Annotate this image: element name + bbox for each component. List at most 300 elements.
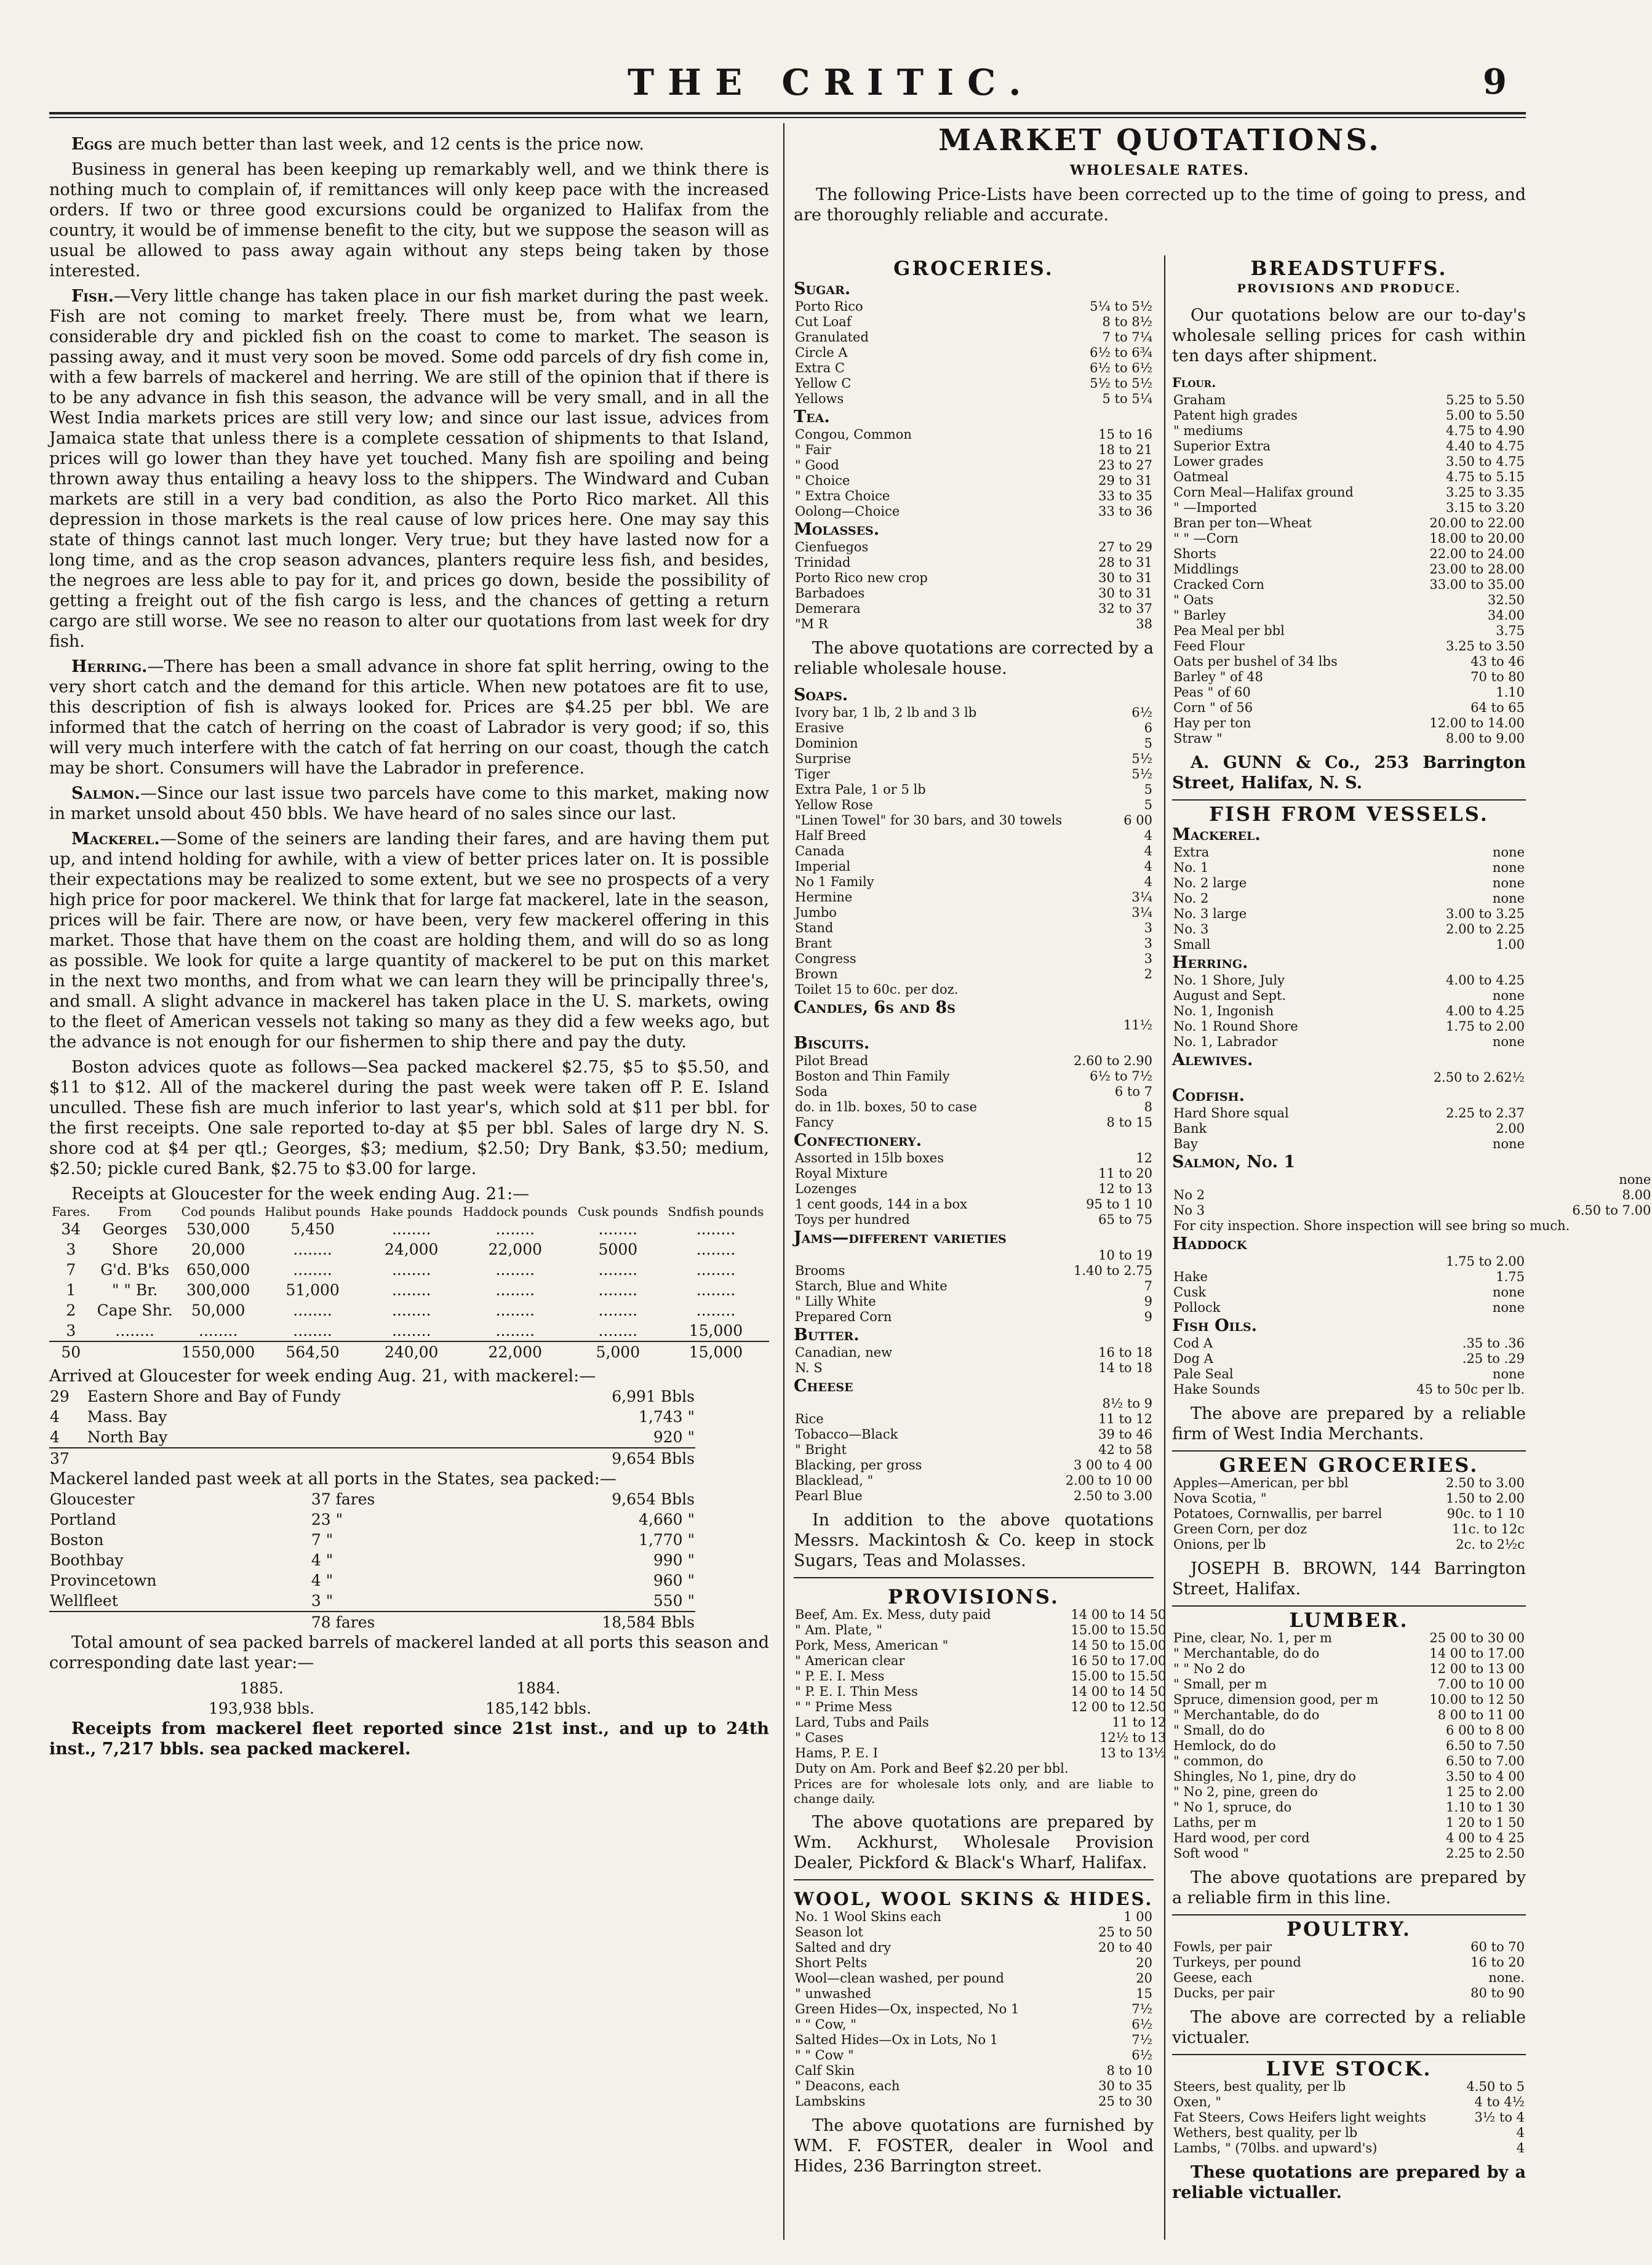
item-name: " Barley <box>1173 608 1226 623</box>
year-a-value: 193,938 bbls. <box>208 1700 315 1717</box>
receipts-total-cell: 50 <box>49 1341 93 1362</box>
price-category: Salmon, No. 1 <box>1172 1152 1296 1172</box>
item-name: Wethers, best quality, per lb <box>1173 2125 1358 2140</box>
item-price: 6.50 to 7.00 <box>1446 1754 1525 1768</box>
item-name: " American clear <box>795 1653 905 1668</box>
item-price: .35 to .36 <box>1462 1336 1525 1351</box>
receipts-cell: ........ <box>293 1240 332 1258</box>
fish-list <box>1172 825 1651 1397</box>
item-price: 5½ <box>1131 767 1152 781</box>
item-price: 6½ <box>1131 2017 1152 2032</box>
price-row <box>1172 2110 1526 2125</box>
item-price: 20 <box>1136 1971 1152 1986</box>
price-row <box>794 1053 1154 1069</box>
item-price: 1.50 to 2.00 <box>1446 1491 1525 1506</box>
item-price: 9 <box>1144 1294 1152 1309</box>
item-price: 1.40 to 2.75 <box>1074 1263 1152 1278</box>
item-name: " " No 2 do <box>1173 1661 1245 1676</box>
item-name: Cod A <box>1173 1336 1213 1351</box>
price-row <box>794 427 1154 442</box>
price-row <box>1172 669 1526 685</box>
item-price: 8 to 15 <box>1106 1115 1152 1130</box>
item-name: " Fair <box>795 442 831 457</box>
arrived-cell: 4 <box>50 1408 60 1426</box>
receipts-cell: Shore <box>111 1240 158 1258</box>
landed-total-cell: 78 fares <box>311 1612 468 1632</box>
item-name: Oolong—Choice <box>795 504 900 519</box>
item-price: 60 to 70 <box>1470 1939 1525 1954</box>
item-name: " Extra Choice <box>795 489 890 503</box>
item-name: Barley " of 48 <box>1173 669 1263 684</box>
landed-cell: 37 fares <box>311 1490 375 1508</box>
price-row <box>1172 731 1526 746</box>
receipts-cell: ........ <box>115 1322 154 1340</box>
item-price: 4 <box>1516 2141 1525 2155</box>
item-price: 18.00 to 20.00 <box>1429 531 1525 546</box>
item-price: 7 to 7¼ <box>1102 330 1152 345</box>
item-name: Wool—clean washed, per pound <box>795 1971 1004 1986</box>
landed-cell: 23 " <box>311 1511 343 1528</box>
price-row <box>1172 1004 1526 1019</box>
item-name <box>1172 1172 1571 1188</box>
price-row <box>794 1458 1154 1473</box>
price-row <box>794 797 1154 813</box>
arrived-total-cell <box>87 1448 545 1469</box>
price-row <box>794 874 1154 890</box>
item-price: 6 00 to 8 00 <box>1446 1723 1525 1738</box>
item-name: " Good <box>795 458 839 473</box>
item-name: Cusk <box>1173 1285 1207 1300</box>
price-row <box>794 1669 1167 1684</box>
item-price: 7½ <box>1131 2002 1152 2016</box>
item-name: Beef, Am. Ex. Mess, duty paid <box>795 1607 991 1622</box>
item-name: Royal Mixture <box>795 1166 888 1181</box>
price-row <box>794 2063 1154 2079</box>
price-row <box>1172 1172 1652 1188</box>
price-row <box>1172 639 1526 654</box>
paragraph-text: Business in general has been keeping up remarkably well, and we think there is nothing much to complain of, if remittances will only keep pace with the increased orders. If two or three good excursions could be organized to Halifax from the country, it would be of immense benefit to the city, but we suppose the season will as usual be allowed to pass away again without any steps being taken by those interested. <box>49 160 769 281</box>
price-category: Tea. <box>794 407 830 426</box>
receipts-row <box>49 1300 769 1320</box>
item-name: Oats per bushel of 34 lbs <box>1173 654 1338 669</box>
livestock-note: These quotations are prepared by a reliable victualler. <box>1172 2163 1526 2202</box>
price-row <box>1172 1646 1526 1661</box>
item-price: 42 to 58 <box>1098 1442 1152 1457</box>
price-row <box>1172 485 1526 500</box>
receipts-cell: G'd. B'ks <box>100 1261 170 1279</box>
item-name: Porto Rico new crop <box>795 570 928 585</box>
item-name: Dog A <box>1173 1351 1213 1366</box>
item-name: Extra C <box>795 361 845 375</box>
receipts-cell: 1 <box>66 1281 76 1299</box>
item-price: 2.50 to 3.00 <box>1446 1476 1525 1490</box>
price-table <box>794 540 1154 632</box>
item-name: Barbadoes <box>795 586 865 601</box>
item-name: Imperial <box>795 859 851 874</box>
price-row <box>1172 577 1526 593</box>
item-price: none <box>1492 845 1525 860</box>
item-price: 3 <box>1144 951 1152 966</box>
price-row <box>1172 654 1526 669</box>
price-row <box>794 1412 1154 1427</box>
price-row <box>1172 1506 1526 1522</box>
item-price: 30 to 35 <box>1098 2079 1152 2093</box>
item-price: 3½ to 4 <box>1474 2110 1525 2125</box>
item-name: " Merchantable, do do <box>1173 1708 1320 1722</box>
item-price: 12 to 13 <box>1098 1181 1152 1196</box>
item-name: For city inspection. Shore inspection will see bring so much. <box>1173 1218 1570 1233</box>
item-name <box>1172 1070 1181 1085</box>
price-row <box>1172 1476 1526 1491</box>
item-price: 16 to 20 <box>1470 1955 1525 1970</box>
price-row <box>1172 1106 1526 1121</box>
item-name: " Am. Plate, " <box>795 1623 883 1637</box>
landed-cell: Gloucester <box>50 1490 135 1508</box>
item-name: Geese, each <box>1173 1970 1253 1985</box>
receipts-cell: ........ <box>598 1322 638 1340</box>
item-price: 1 20 to 1 50 <box>1446 1815 1525 1830</box>
price-row <box>794 2017 1154 2032</box>
item-name: Oatmeal <box>1173 469 1229 484</box>
price-row <box>794 1181 1154 1197</box>
price-row <box>794 721 1154 736</box>
price-row <box>1172 608 1526 623</box>
item-name: Circle A <box>795 345 848 360</box>
item-price: 3.00 to 3.25 <box>1446 906 1525 921</box>
item-price: 6 to 7 <box>1114 1084 1152 1099</box>
price-row <box>1172 393 1526 408</box>
section-rule <box>1172 1605 1526 1607</box>
item-name: Bay <box>1173 1136 1198 1151</box>
price-row <box>1172 1955 1526 1970</box>
item-name: Straw " <box>1173 731 1223 746</box>
item-name: " Small, per m <box>1173 1677 1267 1692</box>
item-price: none <box>1492 1367 1525 1381</box>
price-category: Confectionery. <box>794 1131 922 1150</box>
paragraph-lead: Salmon. <box>71 784 140 803</box>
landed-cell: Portland <box>50 1511 116 1528</box>
price-row <box>1172 973 1526 988</box>
price-row <box>794 504 1154 519</box>
price-row <box>794 844 1154 859</box>
item-price: 14 00 to 17.00 <box>1429 1646 1525 1661</box>
receipts-cell: ........ <box>598 1220 638 1238</box>
price-table <box>794 1345 1154 1376</box>
price-row <box>794 1909 1154 1925</box>
price-row <box>1172 700 1526 716</box>
item-price: 14 00 to 14 50 <box>1071 1684 1167 1699</box>
receipts-table <box>49 1204 769 1362</box>
item-name: Dominion <box>795 736 858 751</box>
landed-row <box>49 1509 695 1530</box>
item-name: Rice <box>795 1412 824 1426</box>
price-row <box>794 391 1154 407</box>
item-price: 4.75 to 5.15 <box>1446 469 1525 484</box>
item-name: Small <box>1173 937 1211 952</box>
item-name: Ducks, per pair <box>1173 1986 1275 2000</box>
item-name: No. 2 <box>1173 891 1209 906</box>
item-price: 8 <box>1144 1100 1152 1114</box>
page-number: 9 <box>1483 62 1507 102</box>
price-row <box>794 1360 1154 1376</box>
item-price: 6 00 <box>1123 813 1152 828</box>
arrived-cell: Mass. Bay <box>87 1408 167 1426</box>
price-row <box>794 1309 1154 1325</box>
item-name: No. 1 Shore, July <box>1173 973 1285 988</box>
item-price: 12½ to 13 <box>1099 1730 1167 1745</box>
item-price: 15 <box>1136 1986 1152 2001</box>
landed-cell: Boothbay <box>50 1551 124 1569</box>
price-row <box>794 1166 1154 1181</box>
price-row <box>1172 1800 1526 1815</box>
item-name: Half Breed <box>795 828 866 843</box>
wool-table <box>794 1909 1154 2109</box>
item-price: 3¼ <box>1131 905 1152 920</box>
receipts-total-cell: 22,000 <box>457 1341 573 1362</box>
item-price: 18 to 21 <box>1098 442 1152 457</box>
groceries-list-1 <box>794 279 1154 632</box>
item-name: Hay per ton <box>1173 716 1251 730</box>
price-row <box>794 828 1154 844</box>
season-total-text: Total amount of sea packed barrels of mackerel landed at all ports this season and corresponding date last year:— <box>49 1633 769 1672</box>
paragraph-text: —Since our last issue two parcels have come to this market, making now in market unsold about 450 bbls. We have heard of no sales since our last. <box>49 784 769 823</box>
price-row <box>794 570 1154 586</box>
price-row <box>1172 891 1526 906</box>
livestock-table <box>1172 2079 1526 2156</box>
receipts-cell: ........ <box>198 1322 238 1340</box>
landed-row <box>49 1530 695 1550</box>
price-row <box>1172 516 1526 531</box>
article-paragraph <box>49 1057 769 1179</box>
middle-column <box>794 257 1167 2183</box>
item-name: Feed Flour <box>1173 639 1245 653</box>
landed-total-cell <box>49 1612 311 1632</box>
item-name: Demerara <box>795 601 861 616</box>
item-name: Duty on Am. Pork and Beef $2.20 per bbl. <box>795 1761 1069 1776</box>
item-price: 39 to 46 <box>1098 1427 1152 1442</box>
item-name: " Cases <box>795 1730 844 1745</box>
price-row <box>794 982 1154 997</box>
item-price: 1.00 <box>1496 937 1525 952</box>
item-price: 11 to 12 <box>1112 1715 1167 1730</box>
receipts-cell: 15,000 <box>688 1322 743 1340</box>
price-row <box>794 473 1154 489</box>
receipts-cell: 51,000 <box>285 1281 340 1299</box>
price-row <box>1172 906 1526 922</box>
item-name: Soda <box>795 1084 828 1099</box>
price-table <box>1172 845 1526 953</box>
wool-note: The above quotations are furnished by WM. F. FOSTER, dealer in Wool and Hides, 236 Barrington street. <box>794 2116 1154 2176</box>
item-name: " Lilly White <box>795 1294 876 1309</box>
item-price: 4.00 to 4.25 <box>1446 973 1525 988</box>
price-row <box>1172 562 1526 577</box>
item-price: 3.75 <box>1496 623 1525 638</box>
item-price: 2.25 to 2.37 <box>1446 1106 1525 1121</box>
item-name: " " Cow, " <box>795 2017 856 2032</box>
item-name: 1 cent goods, 144 in a box <box>795 1197 967 1212</box>
item-name: August and Sept. <box>1173 988 1287 1003</box>
flour-category: Flour. <box>1172 375 1216 390</box>
item-price: 25 to 50 <box>1098 1925 1152 1939</box>
commercial-paragraphs <box>49 134 769 1179</box>
item-name: No. 3 large <box>1173 906 1247 921</box>
item-name: " P. E. I. Thin Mess <box>795 1684 918 1699</box>
item-name: do. in 1lb. boxes, 50 to case <box>795 1100 977 1114</box>
item-name: Season lot <box>795 1925 863 1939</box>
item-name: Starch, Blue and White <box>795 1279 948 1293</box>
price-category: Alewives. <box>1172 1050 1253 1069</box>
section-rule <box>1172 1914 1526 1915</box>
item-name: Tobacco—Black <box>795 1427 898 1442</box>
price-category: Haddock <box>1172 1234 1247 1253</box>
landed-row <box>49 1570 695 1591</box>
price-row <box>794 1623 1167 1638</box>
price-row <box>1172 1738 1526 1754</box>
provisions-note: The above quotations are prepared by Wm. Ackhurst, Wholesale Provision Dealer, Pickford & Black's Wharf, Halifax. <box>794 1813 1154 1872</box>
price-row <box>1172 2125 1526 2141</box>
arrived-cell: North Bay <box>87 1428 168 1446</box>
price-row <box>1172 593 1526 608</box>
item-price: none <box>1492 1285 1525 1300</box>
item-name: Salted Hides—Ox in Lots, No 1 <box>795 2032 999 2047</box>
receipts-cell: ........ <box>391 1281 431 1299</box>
item-price: 3.25 to 3.50 <box>1446 639 1525 653</box>
item-price: 10.00 to 12 50 <box>1429 1692 1525 1707</box>
item-price: 4 00 to 4 25 <box>1446 1831 1525 1845</box>
item-name: Fat Steers, Cows Heifers light weights <box>1173 2110 1426 2125</box>
landed-cell: 960 " <box>653 1572 695 1589</box>
price-row <box>794 1442 1154 1458</box>
price-row <box>794 330 1154 345</box>
item-name: Green Hides—Ox, inspected, No 1 <box>795 2002 1020 2016</box>
item-price: 6½ to 6¾ <box>1090 345 1152 360</box>
price-row <box>794 2002 1154 2017</box>
item-name: " Oats <box>1173 593 1214 607</box>
price-row <box>794 1248 1154 1263</box>
item-name: Potatoes, Cornwallis, per barrel <box>1173 1506 1383 1521</box>
item-name: No 1 Family <box>795 874 874 889</box>
paragraph-lead: Herring. <box>71 657 148 676</box>
price-row <box>794 2032 1154 2048</box>
price-category: Herring. <box>1172 953 1248 972</box>
item-name: N. S <box>795 1360 823 1375</box>
item-name: Corn Meal—Halifax ground <box>1173 485 1354 500</box>
item-price: 25 to 30 <box>1098 2094 1152 2109</box>
receipts-header-cell: From <box>118 1204 152 1219</box>
landed-row <box>49 1489 695 1509</box>
article-paragraph <box>49 829 769 1052</box>
price-category: Jams—different varieties <box>794 1228 1007 1247</box>
price-row <box>794 813 1154 828</box>
price-table <box>794 1396 1154 1504</box>
receipts-cell: 20,000 <box>191 1240 245 1258</box>
item-name: Shingles, No 1, pine, dry do <box>1173 1769 1356 1784</box>
receipts-cell: 7 <box>66 1261 76 1279</box>
price-row <box>794 345 1154 361</box>
item-price: 1.10 to 1 30 <box>1446 1800 1525 1815</box>
item-name: Oxen, " <box>1173 2095 1222 2109</box>
price-row <box>1172 1537 1526 1552</box>
item-price: 6½ to 7½ <box>1090 1069 1152 1084</box>
price-row <box>794 2079 1154 2094</box>
item-price: 2.60 to 2.90 <box>1074 1053 1152 1068</box>
price-row <box>1172 988 1526 1004</box>
item-price: 8 00 to 11 00 <box>1437 1708 1525 1722</box>
item-name: Blacklead, " <box>795 1473 874 1488</box>
price-row <box>794 859 1154 874</box>
provisions-title: PROVISIONS. <box>887 1585 1060 1608</box>
item-name: Cut Loaf <box>795 314 852 329</box>
landed-cell: Provincetown <box>50 1572 157 1589</box>
price-row <box>794 1084 1154 1100</box>
arrived-row <box>49 1407 695 1427</box>
landed-total-cell: 18,584 Bbls <box>468 1612 695 1632</box>
poultry-table <box>1172 1939 1526 2001</box>
item-price <box>1070 1761 1168 1776</box>
arrived-total-row <box>49 1448 695 1469</box>
item-name: Onions, per lb <box>1173 1537 1266 1552</box>
breadstuffs-note: A. GUNN & Co., 253 Barrington Street, Halifax, N. S. <box>1172 753 1526 793</box>
receipts-cell: 22,000 <box>488 1240 543 1258</box>
price-category: Mackerel. <box>1172 825 1261 844</box>
section-rule <box>794 1577 1154 1578</box>
item-price: 5¼ to 5½ <box>1090 299 1152 314</box>
receipts-cell: ........ <box>598 1301 638 1319</box>
price-row <box>1172 1019 1526 1034</box>
price-row <box>1172 1188 1652 1203</box>
item-price: 10 to 19 <box>1098 1248 1152 1263</box>
commercial-column <box>49 134 769 1764</box>
item-name: Yellows <box>795 391 844 406</box>
section-rule <box>1172 2054 1526 2055</box>
item-price: 4.50 to 5 <box>1466 2079 1525 2094</box>
item-name: No. 1 Wool Skins each <box>795 1909 941 1924</box>
receipts-cell: 5000 <box>598 1240 638 1258</box>
paragraph-lead: Mackerel. <box>71 829 160 849</box>
item-name: "M R <box>795 617 828 631</box>
price-row <box>794 1986 1154 2002</box>
item-price: 14 00 to 14 50 <box>1071 1607 1167 1622</box>
receipts-cell: " " Br. <box>111 1281 158 1299</box>
item-name: Peas " of 60 <box>1173 685 1251 700</box>
item-name: " common, do <box>1173 1754 1264 1768</box>
item-name <box>794 1018 820 1033</box>
arrived-cell: 29 <box>50 1388 70 1405</box>
item-price: 3 00 to 4 00 <box>1074 1458 1152 1472</box>
item-price: 3.15 to 3.20 <box>1446 500 1525 515</box>
market-quotations-header <box>794 123 1526 231</box>
item-name: Steers, best quality, per lb <box>1173 2079 1346 2094</box>
receipts-cell: ........ <box>495 1322 535 1340</box>
price-row <box>794 705 1154 721</box>
landed-row <box>49 1550 695 1570</box>
item-name <box>794 1248 1030 1263</box>
price-row <box>794 1345 1154 1360</box>
price-row <box>1172 408 1526 423</box>
price-row <box>794 1279 1154 1294</box>
section-rule <box>794 1879 1154 1880</box>
item-price: 20 to 40 <box>1098 1940 1152 1955</box>
item-price: 11 to 20 <box>1098 1166 1152 1181</box>
item-price: 3.50 to 4 00 <box>1446 1769 1525 1784</box>
item-price: 7 <box>1144 1279 1152 1293</box>
price-table <box>1172 1336 1526 1397</box>
price-row <box>1172 1661 1526 1677</box>
price-row <box>794 314 1154 330</box>
provisions-fine-print: Prices are for wholesale lots only, and are liable to change daily. <box>794 1776 1154 1806</box>
price-row <box>1172 1336 1526 1351</box>
price-row <box>1172 1754 1526 1769</box>
